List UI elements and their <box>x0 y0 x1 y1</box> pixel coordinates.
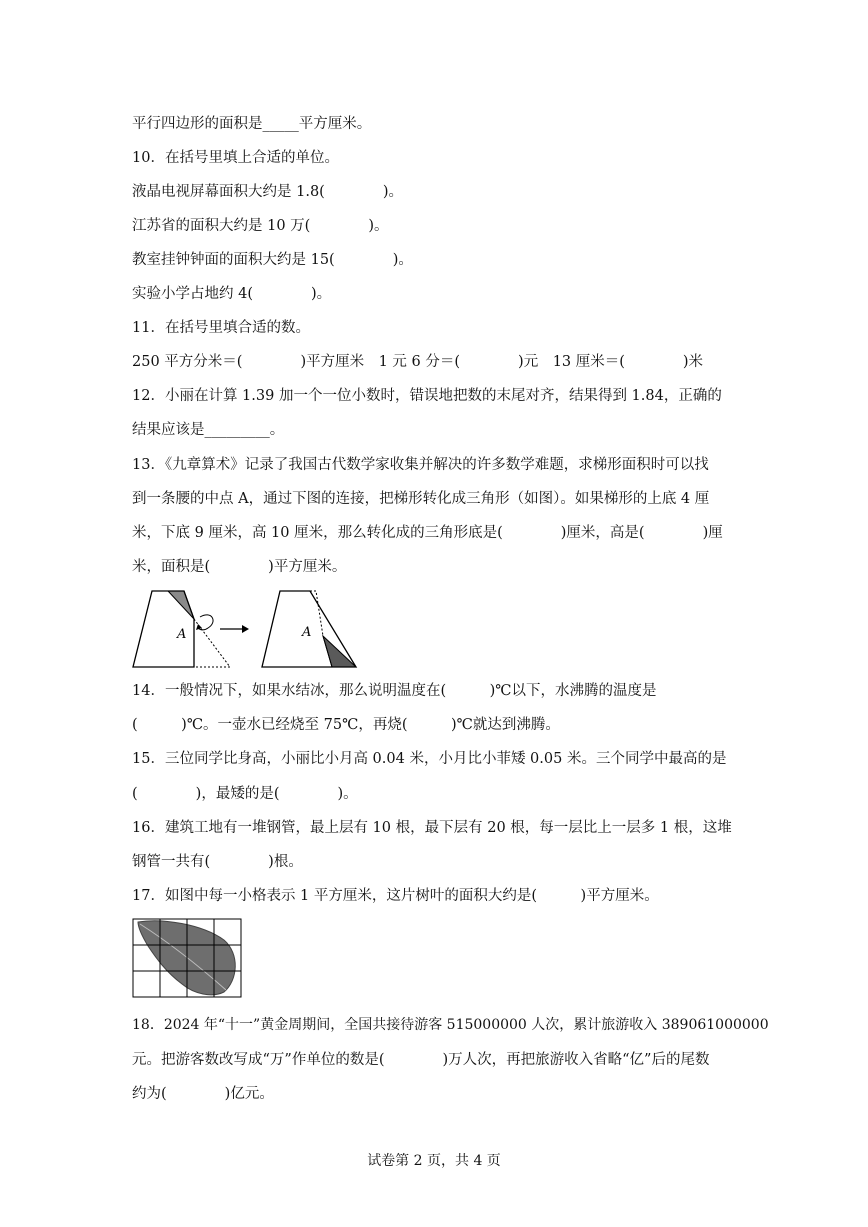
text-line: 实验小学占地约 4( )。 <box>132 286 332 302</box>
point-label-a: A <box>177 627 187 642</box>
question-16: 16．建筑工地有一堆钢管，最上层有 10 根，最下层有 20 根，每一层比上一层多 1 根，这堆 <box>132 820 732 836</box>
question-13: 13．《九章算术》记录了我国古代数学家收集并解决的许多数学难题，求梯形面积时可以找 <box>132 457 709 473</box>
page-footer: 试卷第 2 页，共 4 页 <box>367 1153 501 1169</box>
point-label-a: A <box>302 625 312 640</box>
trapezoid-figure <box>130 584 362 674</box>
text-line: 液晶电视屏幕面积大约是 1.8( )。 <box>132 184 403 200</box>
text-line: ( )，最矮的是( )。 <box>132 786 358 802</box>
question-11: 11．在括号里填合适的数。 <box>132 320 310 336</box>
text-line: ( )℃。一壶水已经烧至 75℃，再烧( )℃就达到沸腾。 <box>132 717 560 733</box>
question-14: 14．一般情况下，如果水结冰，那么说明温度在( )℃以下，水沸腾的温度是 <box>132 683 657 699</box>
text-line: 钢管一共有( )根。 <box>132 854 303 870</box>
text-line: 平行四边形的面积是_____平方厘米。 <box>132 116 372 132</box>
question-10: 10．在括号里填上合适的单位。 <box>132 150 339 166</box>
right-arrowhead-icon <box>242 625 249 633</box>
text-line: 250 平方分米＝( )平方厘米 1 元 6 分＝( )元 13 厘米＝( )米 <box>132 354 704 370</box>
text-line: 元。把游客数改写成“万”作单位的数是( )万人次，再把旅游收入省略“亿”后的尾数 <box>132 1052 710 1068</box>
question-18: 18．2024 年“十一”黄金周期间，全国共接待游客 515000000 人次，累计旅游收入 389061000000 <box>132 1017 769 1033</box>
text-line: 结果应该是_________。 <box>132 422 285 438</box>
trapezoid-shaded-triangle <box>168 591 194 619</box>
question-17: 17．如图中每一小格表示 1 平方厘米，这片树叶的面积大约是( )平方厘米。 <box>132 888 659 904</box>
text-line: 米，下底 9 厘米，高 10 厘米，那么转化成的三角形底是( )厘米，高是( )厘 <box>132 525 723 541</box>
text-line: 江苏省的面积大约是 10 万( )。 <box>132 218 389 234</box>
question-15: 15．三位同学比身高，小丽比小月高 0.04 米，小月比小菲矮 0.05 米。三个同学中最高的是 <box>132 751 727 767</box>
text-line: 米，面积是( )平方厘米。 <box>132 559 347 575</box>
text-line: 教室挂钟钟面的面积大约是 15( )。 <box>132 252 413 268</box>
text-line: 到一条腰的中点 A，通过下图的连接，把梯形转化成三角形（如图）。如果梯形的上底 4 厘 <box>132 491 710 507</box>
question-12: 12．小丽在计算 1.39 加一个一位小数时，错误地把数的末尾对齐，结果得到 1.84，正确的 <box>132 388 722 404</box>
dotted-original-edge <box>310 591 323 636</box>
leaf-grid-figure <box>132 918 244 1000</box>
text-line: 约为( )亿元。 <box>132 1086 274 1102</box>
